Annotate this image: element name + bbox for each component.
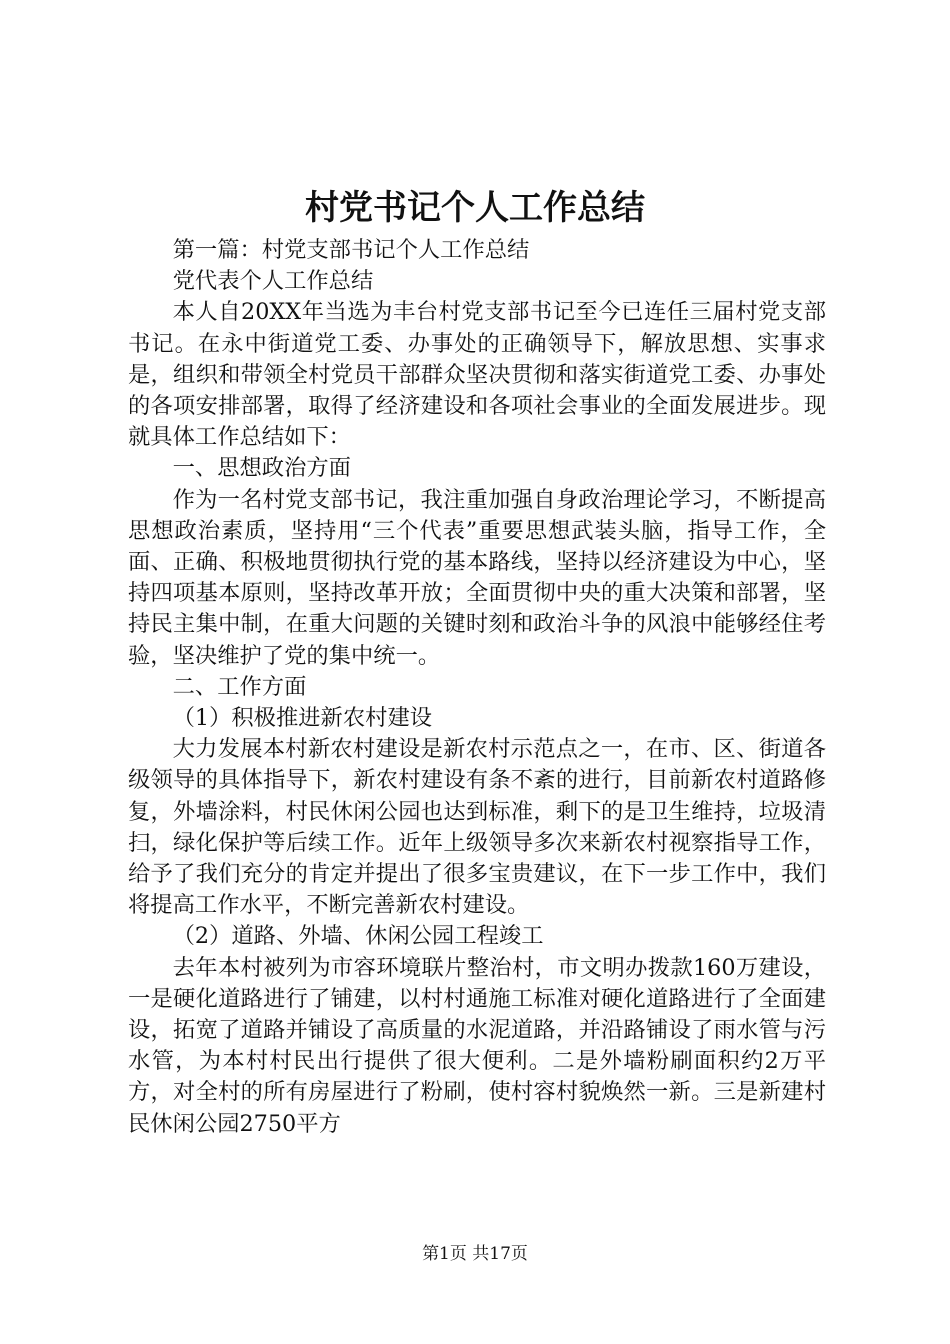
section-heading-politics: 一、思想政治方面 — [172, 455, 351, 482]
roads-paragraph: 去年本村被列为市容环境联片整治村，市文明办拨款160万建设，一是硬化道路进行了铺建，以村村通施工标准对硬化道路进行了全面建设，拓宽了道路并铺设了高质量的水泥道路，并沿路铺设了雨水管与污水管，为本村村民出行提供了很大便利。二是外墙粉刷面积约2万平方，对全村的所有房屋进行了粉刷，使村容村貌焕然一新。三是新建村民休闲公园2750平方 — [128, 954, 826, 1137]
subsection-heading-new-village: （1）积极推进新农村建设 — [172, 705, 433, 732]
subtitle: 党代表个人工作总结 — [172, 268, 374, 295]
section-heading-part-one: 第一篇：村党支部书记个人工作总结 — [172, 237, 530, 263]
politics-paragraph: 作为一名村党支部书记，我注重加强自身政治理论学习，不断提高思想政治素质，坚持用“三个代表”重要思想武装头脑，指导工作，全面、正确、积极地贯彻执行党的基本路线，坚持以经济建设为中心，坚持四项基本原则，坚持改革开放；全面贯彻中央的重大决策和部署，坚持民主集中制，在重大问题的关键时刻和政治斗争的风浪中能够经住考验，坚决维护了党的集中统一。 — [128, 486, 826, 669]
document-title: 村党书记个人工作总结 — [305, 188, 645, 228]
page-number-footer: 第1页 共17页 — [422, 1244, 528, 1264]
new-village-paragraph: 大力发展本村新农村建设是新农村示范点之一，在市、区、街道各级领导的具体指导下，新农村建设有条不紊的进行，目前新农村道路修复，外墙涂料，村民休闲公园也达到标准，剩下的是卫生维持，垃圾清扫，绿化保护等后续工作。近年上级领导多次来新农村视察指导工作，给予了我们充分的肯定并提出了很多宝贵建议，在下一步工作中，我们将提高工作水平，不断完善新农村建设。 — [128, 736, 826, 919]
section-heading-work: 二、工作方面 — [172, 673, 307, 700]
document-body — [128, 235, 826, 1140]
subsection-heading-roads: （2）道路、外墙、休闲公园工程竣工 — [172, 923, 544, 950]
intro-paragraph: 本人自20XX年当选为丰台村党支部书记至今已连任三届村党支部书记。在永中街道党工委、办事处的正确领导下，解放思想、实事求是，组织和带领全村党员干部群众坚决贯彻和落实街道党工委、办事处的各项安排部署，取得了经济建设和各项社会事业的全面发展进步。现就具体工作总结如下： — [128, 299, 826, 451]
